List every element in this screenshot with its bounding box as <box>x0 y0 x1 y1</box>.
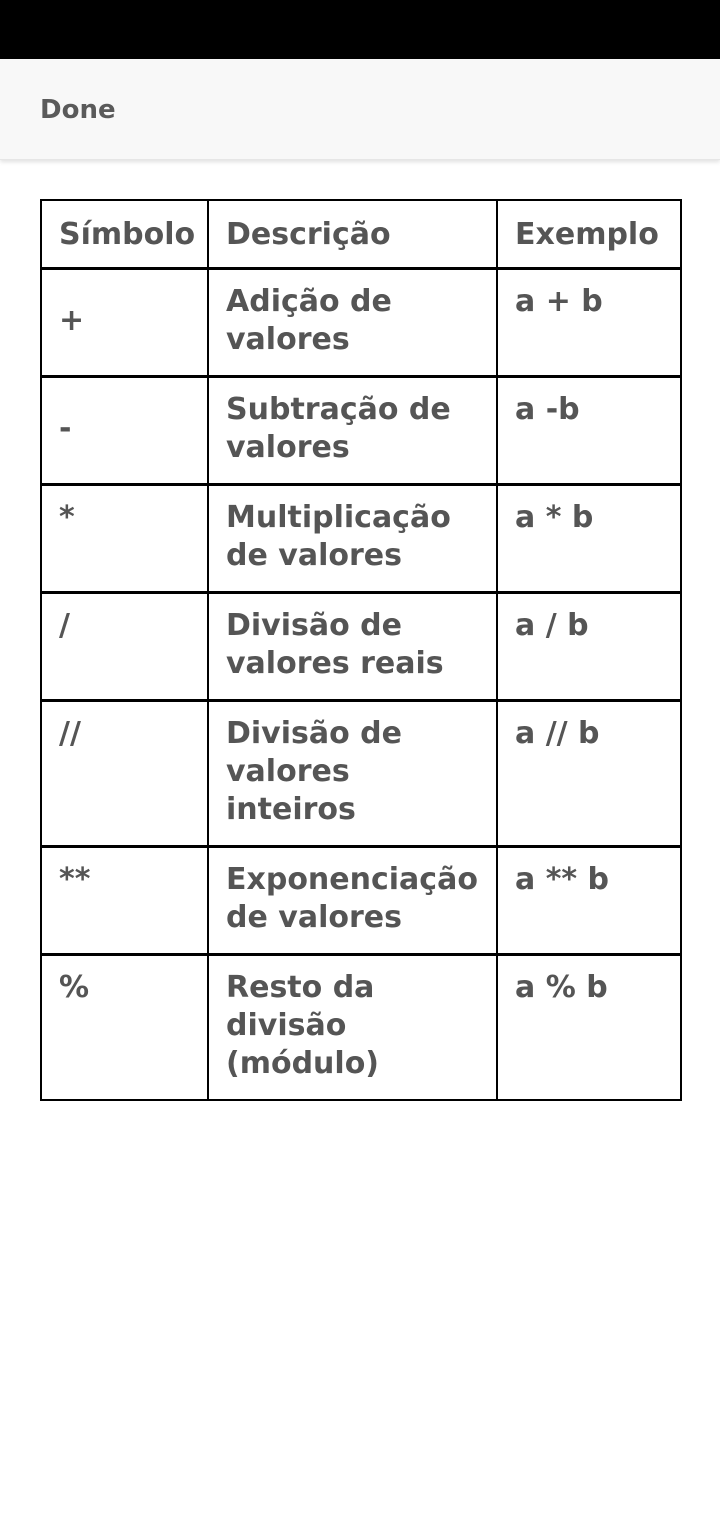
top-toolbar <box>0 59 720 160</box>
cell-description: Multiplicação de valores <box>208 485 497 593</box>
table-row <box>41 377 681 485</box>
cell-description: Divisão de valores reais <box>208 593 497 701</box>
cell-symbol: * <box>41 485 208 593</box>
cell-description: Subtração de valores <box>208 377 497 485</box>
cell-example: a + b <box>497 269 681 377</box>
operators-table <box>40 199 682 1101</box>
cell-symbol: + <box>41 269 208 377</box>
cell-example: a // b <box>497 701 681 847</box>
cell-example: a ** b <box>497 847 681 955</box>
column-header-symbol: Símbolo <box>41 200 208 269</box>
status-bar <box>0 0 720 59</box>
table-header-row <box>41 200 681 269</box>
cell-example: a * b <box>497 485 681 593</box>
table-row <box>41 485 681 593</box>
table-row <box>41 593 681 701</box>
cell-example: a % b <box>497 955 681 1101</box>
done-button[interactable]: Done <box>40 95 116 125</box>
cell-description: Adição de valores <box>208 269 497 377</box>
table-row <box>41 847 681 955</box>
operators-table-container <box>40 199 682 1101</box>
cell-symbol: - <box>41 377 208 485</box>
table-row <box>41 955 681 1101</box>
cell-example: a / b <box>497 593 681 701</box>
cell-symbol: // <box>41 701 208 847</box>
table-row <box>41 269 681 377</box>
cell-symbol: ** <box>41 847 208 955</box>
cell-description: Exponenciação de valores <box>208 847 497 955</box>
cell-description: Divisão de valores inteiros <box>208 701 497 847</box>
table-row <box>41 701 681 847</box>
column-header-description: Descrição <box>208 200 497 269</box>
column-header-example: Exemplo <box>497 200 681 269</box>
cell-symbol: / <box>41 593 208 701</box>
cell-description: Resto da divisão (módulo) <box>208 955 497 1101</box>
cell-symbol: % <box>41 955 208 1101</box>
cell-example: a -b <box>497 377 681 485</box>
